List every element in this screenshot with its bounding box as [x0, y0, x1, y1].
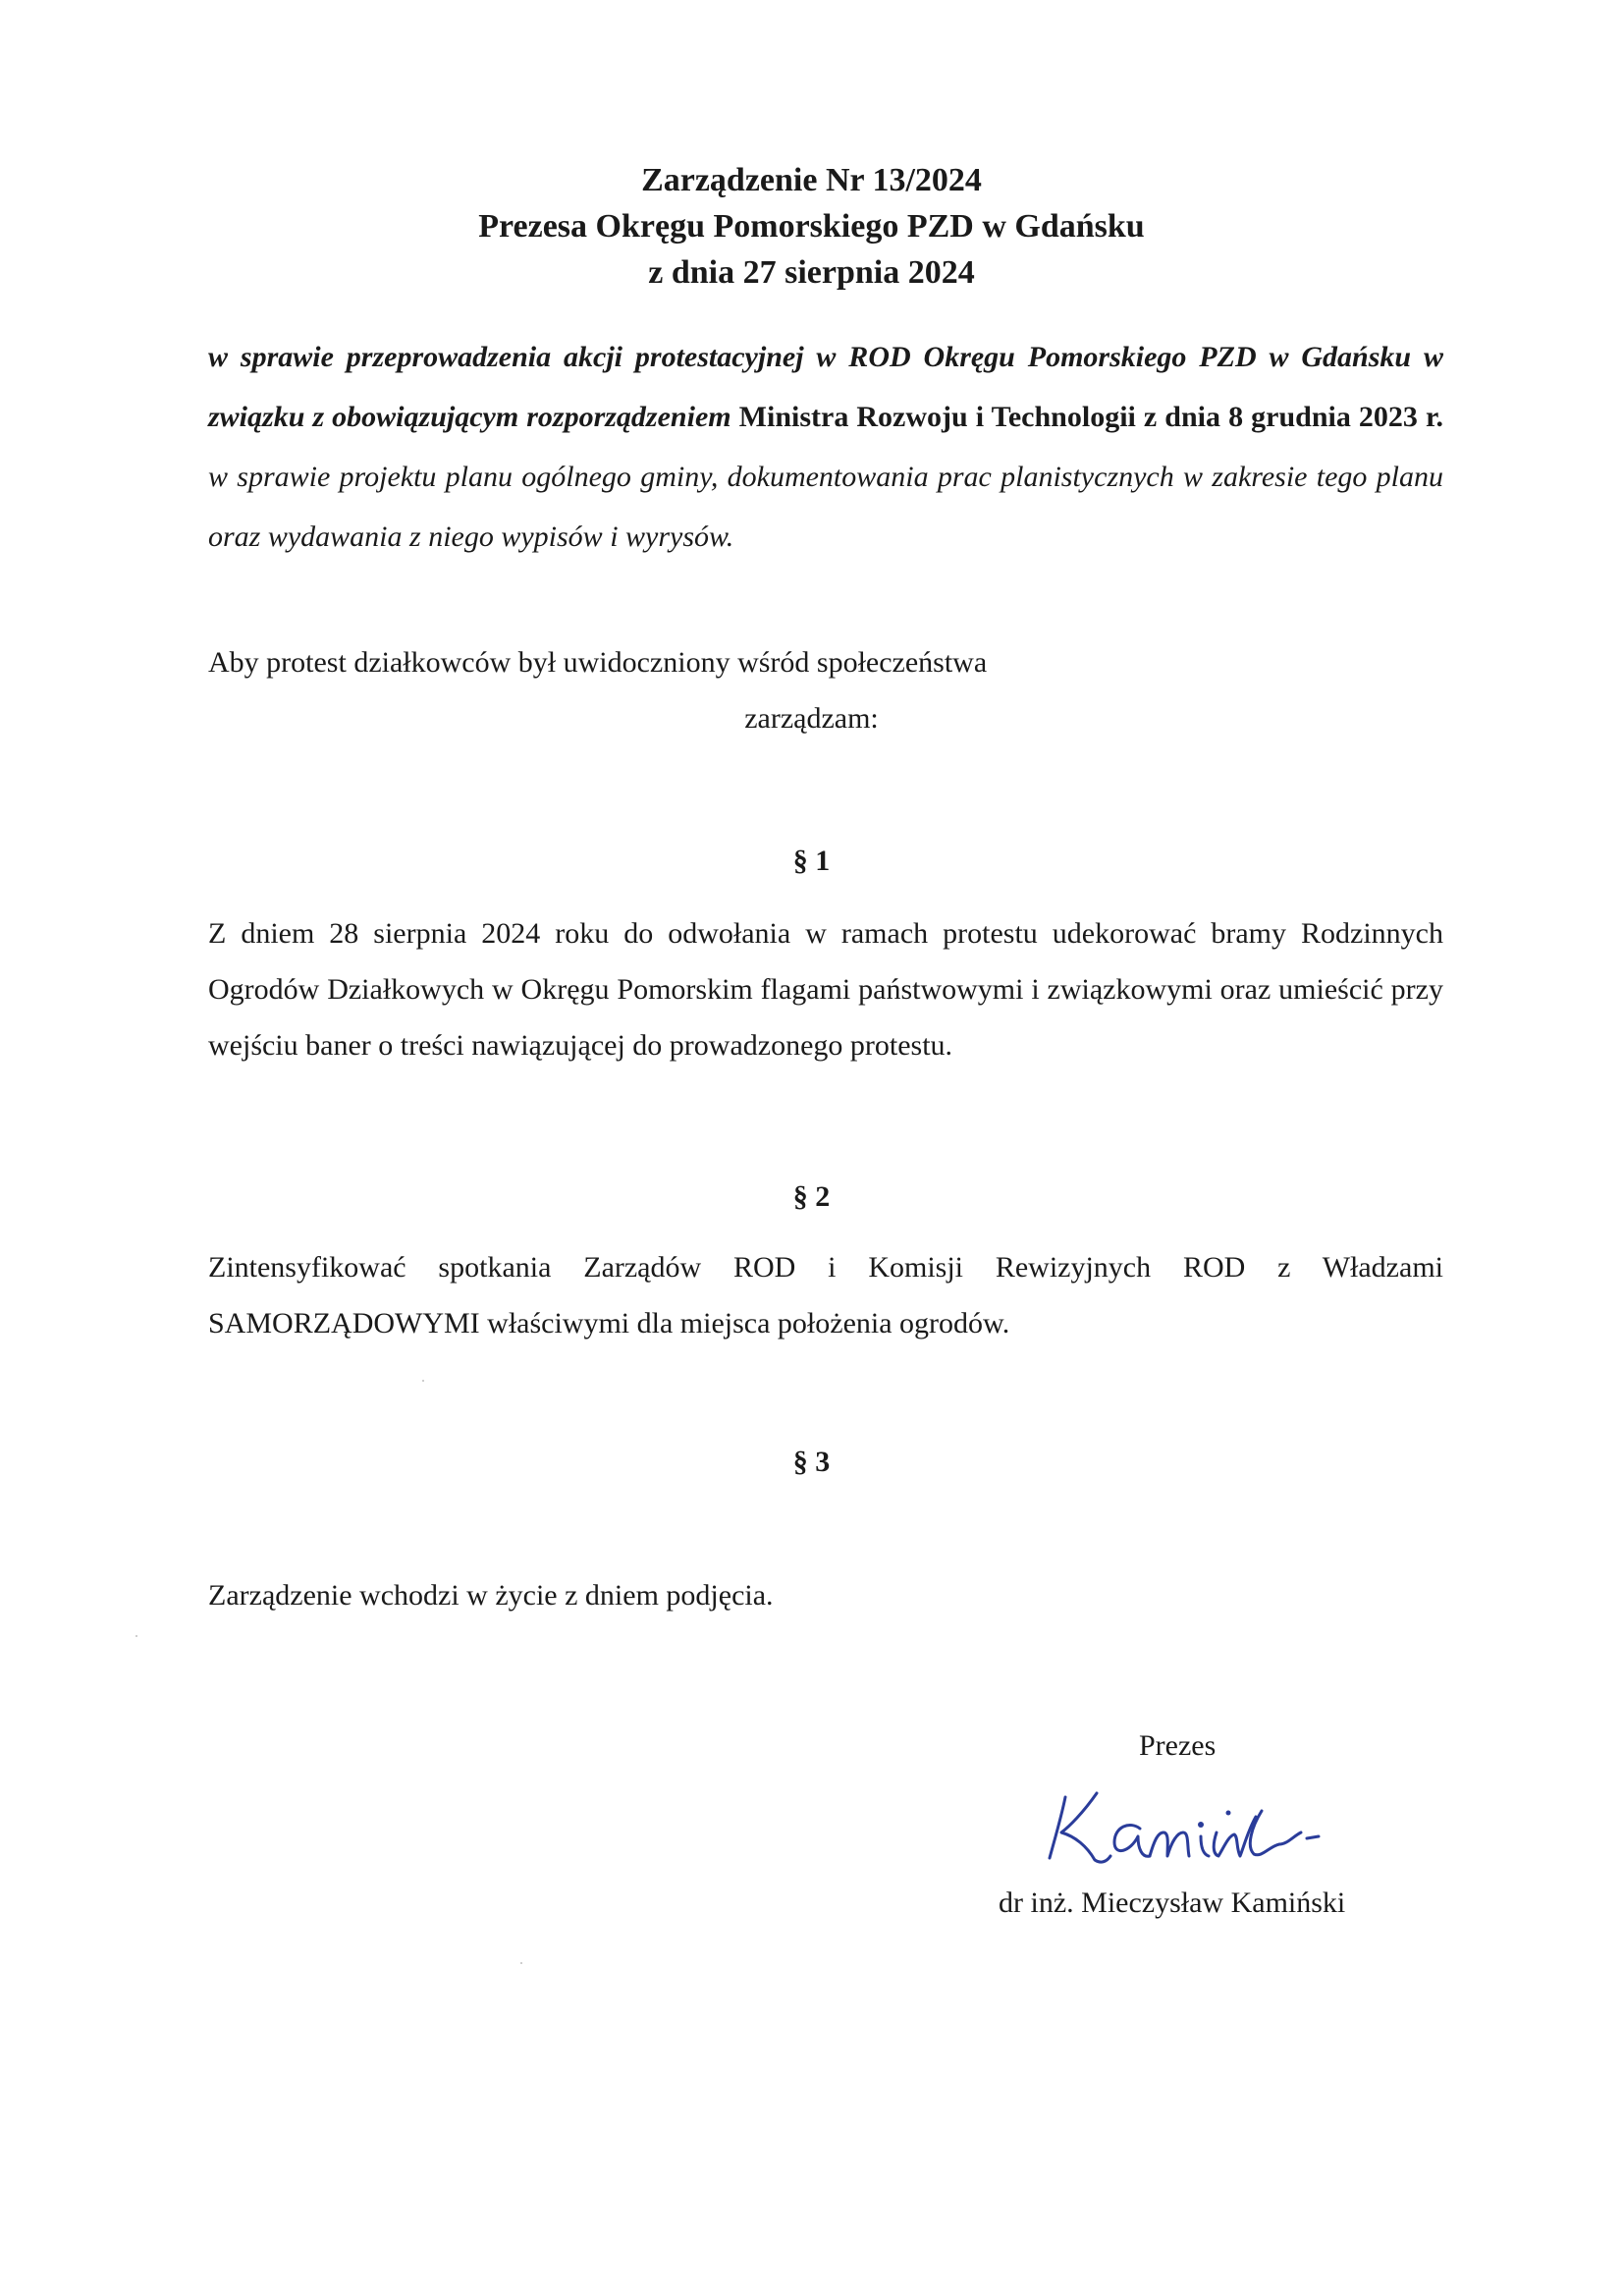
- scan-speck: [135, 1635, 137, 1637]
- intro-text: Aby protest działkowców był uwidoczniony wśród społeczeństwa: [208, 646, 988, 679]
- section-text-2: Zintensyfikować spotkania Zarządów ROD i Komisji Rewizyjnych ROD z Władzami SAMORZĄDOWYMI właściwymi dla miejsca położenia ogrodów.: [208, 1251, 1443, 1339]
- signatory-title: Prezes: [1139, 1729, 1217, 1762]
- handwritten-signature: [1036, 1768, 1340, 1876]
- decree-word: zarządzam:: [744, 702, 879, 735]
- scan-speck: [422, 1380, 424, 1382]
- scan-speck: [520, 1962, 522, 1964]
- issue-date: z dnia 27 sierpnia 2024: [648, 254, 975, 291]
- section-mark-3: § 3: [792, 1446, 831, 1478]
- subject-part-1: w sprawie przeprowadzenia akcji protestacyjnej w ROD Okręgu Pomorskiego PZD w Gdańsku w związku z obowiązującym rozporządzeniem: [208, 341, 1443, 433]
- decree-subject: [208, 327, 1443, 567]
- section-text-3: Zarządzenie wchodzi w życie z dniem podjęcia.: [208, 1579, 774, 1612]
- issuer: Prezesa Okręgu Pomorskiego PZD w Gdańsku: [478, 208, 1145, 245]
- decree-number: Zarządzenie Nr 13/2024: [641, 162, 982, 198]
- subject-part-3: w sprawie projektu planu ogólnego gminy, dokumentowania prac planistycznych w zakresie tego planu oraz wydawania z niego wypisów i wyrysów.: [208, 461, 1443, 553]
- subject-part-2: Ministra Rozwoju i Technologii z dnia 8 grudnia 2023 r.: [738, 401, 1444, 433]
- section-text-1: Z dniem 28 sierpnia 2024 roku do odwołania w ramach protestu udekorować bramy Rodzinnych Ogrodów Działkowych w Okręgu Pomorskim flagami państwowymi i związkowymi oraz umieścić przy wejściu baner o treści nawiązującej do prowadzonego protestu.: [208, 917, 1443, 1062]
- section-mark-2: § 2: [792, 1180, 831, 1213]
- document-header: [0, 157, 1623, 296]
- section-mark-1: § 1: [792, 845, 831, 877]
- signatory-name: dr inż. Mieczysław Kamiński: [999, 1886, 1346, 1919]
